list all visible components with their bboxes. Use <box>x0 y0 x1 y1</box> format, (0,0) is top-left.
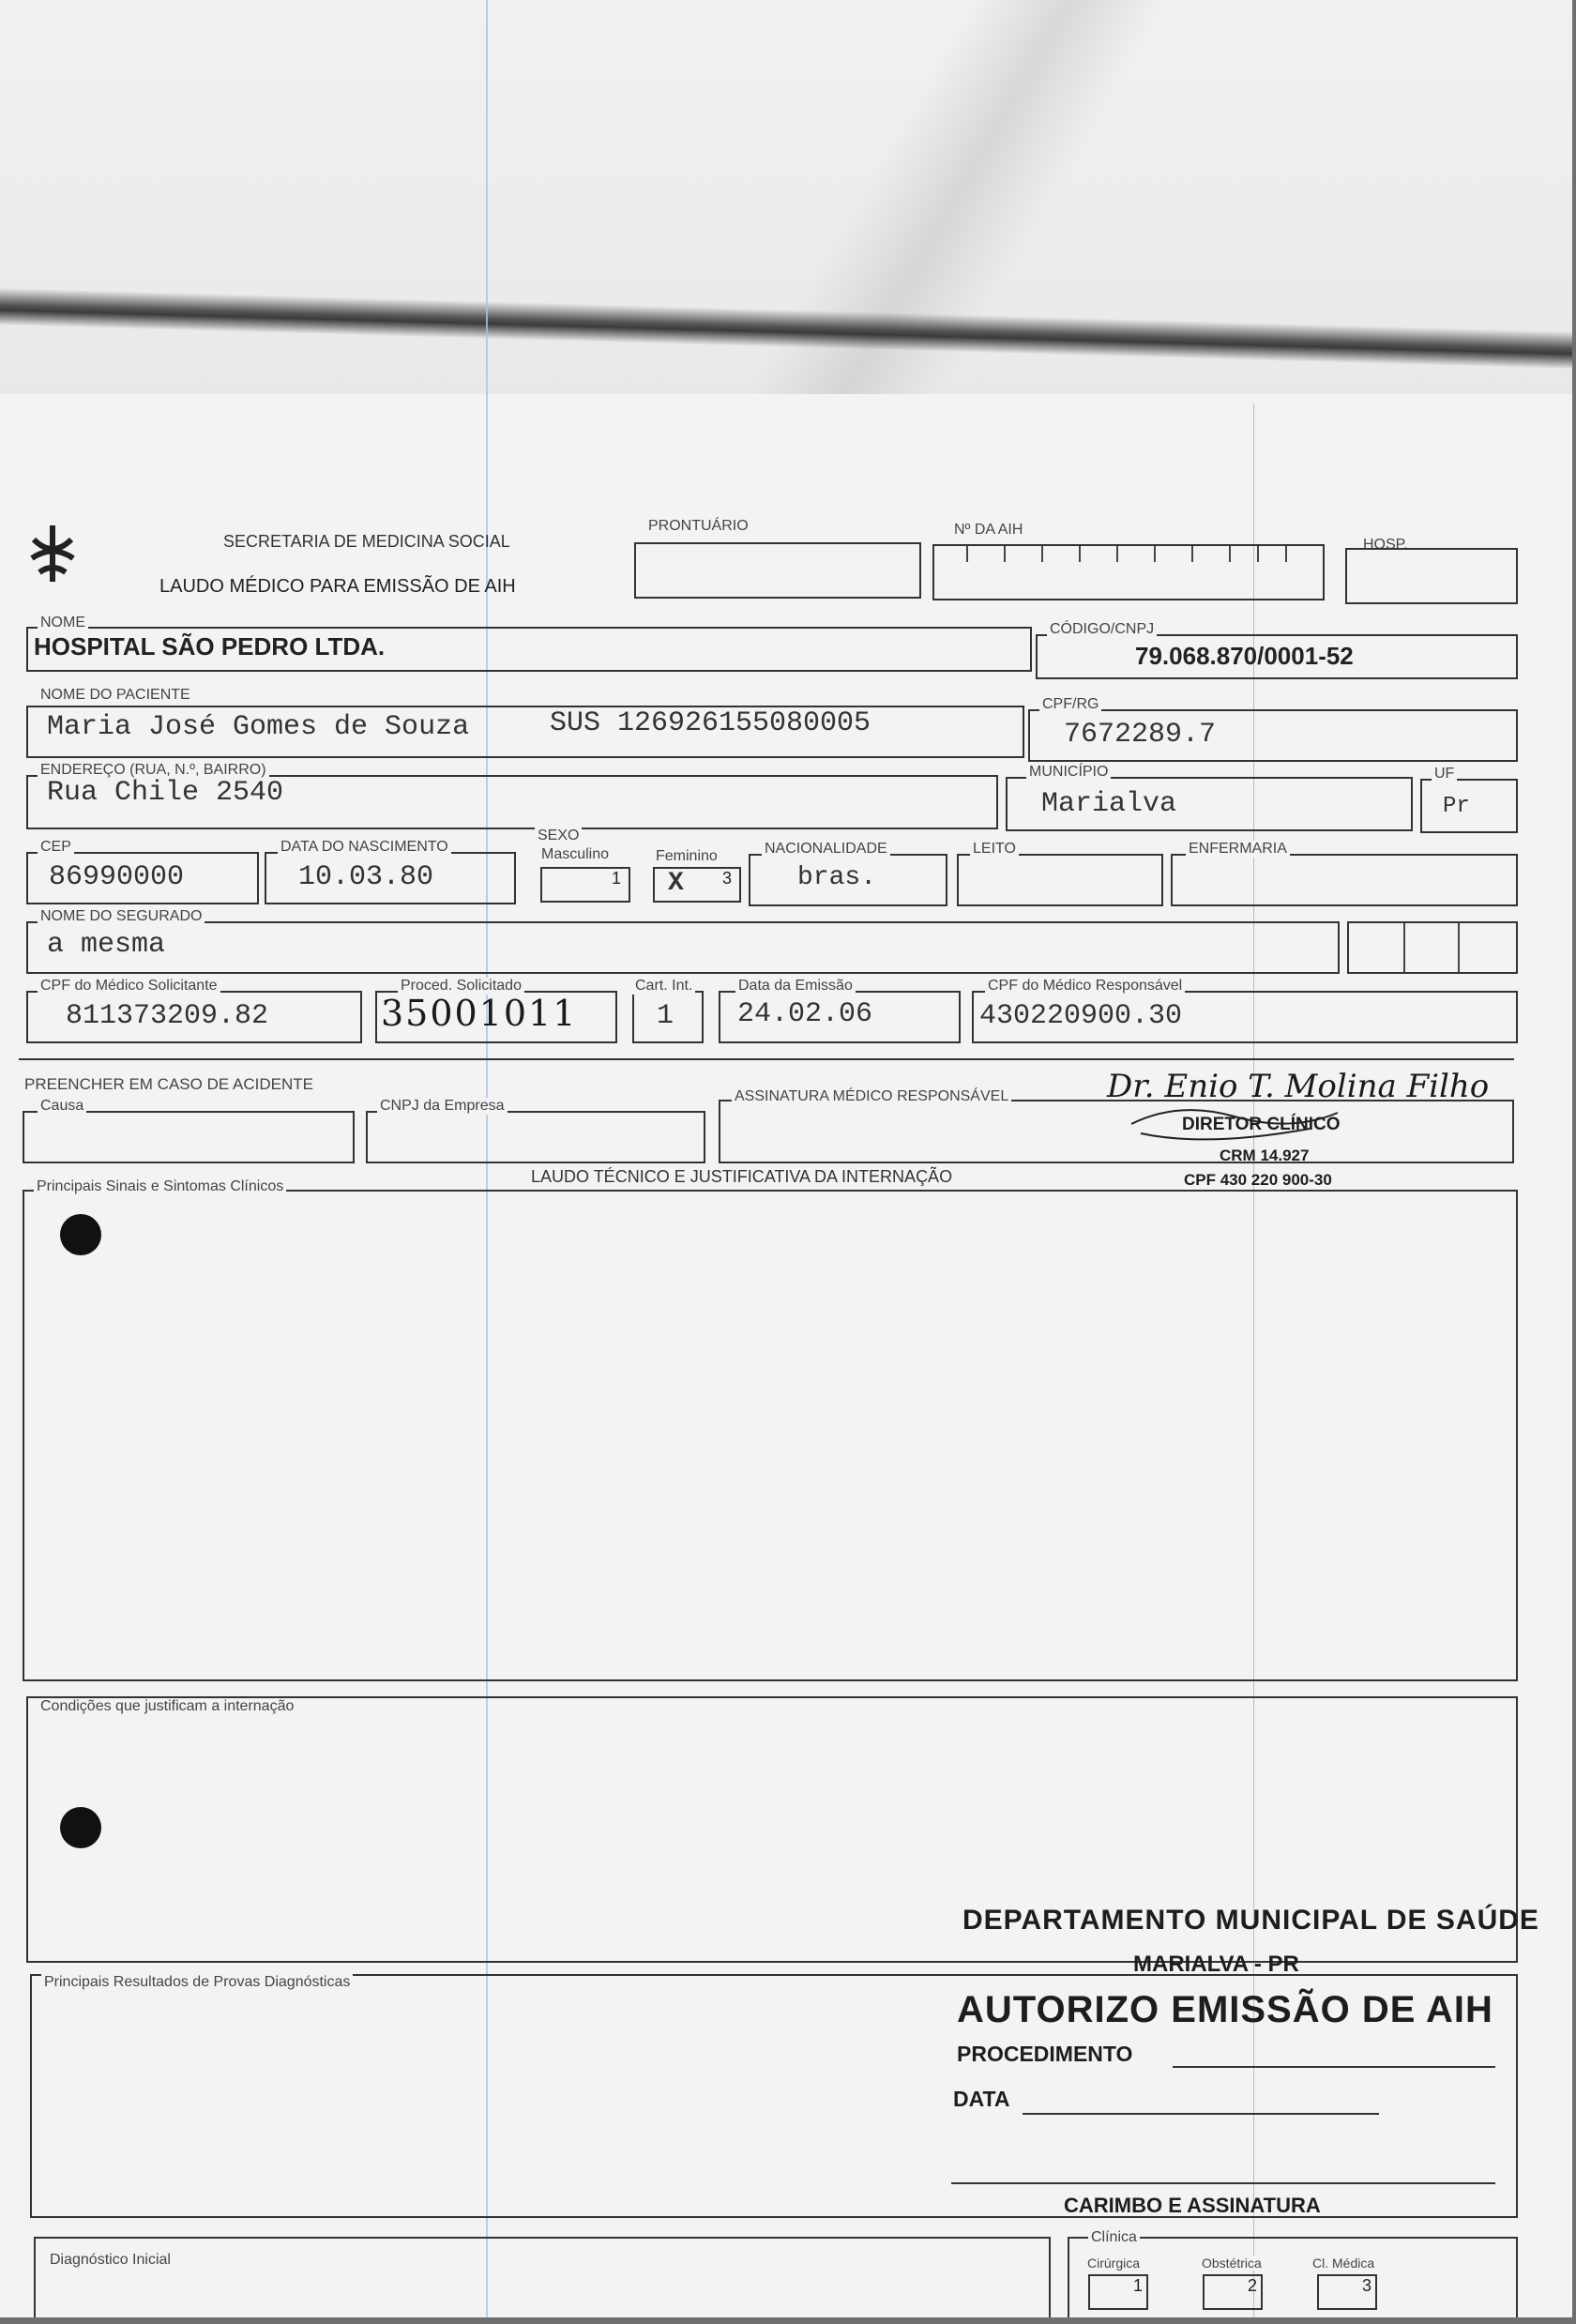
cep-value: 86990000 <box>49 861 185 893</box>
procedimento-label: Proced. Solicitado <box>398 978 524 995</box>
masculino-code: 1 <box>611 869 621 888</box>
nacionalidade-label: NACIONALIDADE <box>762 841 890 858</box>
auth-title: AUTORIZO EMISSÃO DE AIH <box>957 1989 1493 2030</box>
municipio-label: MUNICÍPIO <box>1026 764 1111 781</box>
ministry-logo-icon <box>26 521 79 586</box>
doctor-stamp-name: Dr. Enio T. Molina Filho <box>1107 1068 1490 1105</box>
masculino-label: Masculino <box>538 846 612 863</box>
uf-label: UF <box>1432 766 1457 782</box>
cpf-responsavel-value: 430220900.30 <box>979 1000 1183 1032</box>
binder-hole <box>60 1807 101 1848</box>
feminino-mark: X <box>668 869 684 898</box>
nacionalidade-value: bras. <box>797 863 877 892</box>
birth-date-label: DATA DO NASCIMENTO <box>278 839 451 856</box>
auth-procedimento: PROCEDIMENTO <box>957 2042 1133 2066</box>
hospital-name-value: HOSPITAL SÃO PEDRO LTDA. <box>34 632 386 661</box>
segurado-label: NOME DO SEGURADO <box>38 908 205 925</box>
obstetrica-checkbox[interactable] <box>1203 2274 1263 2310</box>
binder-hole <box>60 1214 101 1255</box>
causa-field[interactable] <box>23 1111 355 1163</box>
signature-scribble-icon <box>1122 1096 1347 1152</box>
cnpj-empresa-field[interactable] <box>366 1111 705 1163</box>
cpf-solicitante-label: CPF do Médico Solicitante <box>38 978 220 995</box>
cnpj-value: 79.068.870/0001-52 <box>1135 642 1354 670</box>
leito-label: LEITO <box>970 841 1019 858</box>
obstetrica-label: Obstétrica <box>1199 2256 1265 2271</box>
patient-sus-value: SUS 126926155080005 <box>550 707 871 739</box>
cnpj-empresa-label: CNPJ da Empresa <box>377 1098 508 1115</box>
cirurgica-checkbox[interactable] <box>1088 2274 1148 2310</box>
form-title: LAUDO MÉDICO PARA EMISSÃO DE AIH <box>159 576 516 597</box>
feminino-code: 3 <box>721 869 732 888</box>
doctor-stamp-cpf: CPF 430 220 900-30 <box>1184 1171 1332 1189</box>
auth-dept: DEPARTAMENTO MUNICIPAL DE SAÚDE <box>962 1905 1539 1936</box>
clinica-label: Clínica <box>1088 2229 1140 2246</box>
hosp-field[interactable] <box>1345 548 1518 604</box>
medica-checkbox[interactable] <box>1317 2274 1377 2310</box>
aih-number-label: Nº DA AIH <box>951 522 1025 539</box>
hospital-name-label: NOME <box>38 615 88 631</box>
segurado-field[interactable] <box>26 921 1340 974</box>
auth-data: DATA <box>953 2087 1010 2111</box>
obstetrica-code: 2 <box>1247 2276 1257 2295</box>
prontuario-field[interactable] <box>634 542 921 599</box>
leito-field[interactable] <box>957 854 1163 906</box>
enfermaria-field[interactable] <box>1171 854 1518 906</box>
birth-date-value: 10.03.80 <box>298 861 434 893</box>
cirurgica-code: 1 <box>1132 2276 1143 2295</box>
feminino-label: Feminino <box>653 848 720 865</box>
cart-int-label: Cart. Int. <box>632 978 695 995</box>
cpf-rg-label: CPF/RG <box>1039 696 1101 713</box>
doctor-stamp-crm: CRM 14.927 <box>1220 1147 1310 1164</box>
cep-label: CEP <box>38 839 74 856</box>
condicoes-label: Condições que justificam a internação <box>38 1698 296 1715</box>
cpf-solicitante-value: 811373209.82 <box>66 1000 269 1032</box>
agency-name: SECRETARIA DE MEDICINA SOCIAL <box>223 532 510 551</box>
address-value: Rua Chile 2540 <box>47 777 284 809</box>
medica-label: Cl. Médica <box>1310 2256 1377 2271</box>
section-divider <box>19 1058 1514 1060</box>
assinatura-label: ASSINATURA MÉDICO RESPONSÁVEL <box>732 1088 1011 1105</box>
assinatura-field[interactable] <box>719 1100 1514 1163</box>
auth-procedimento-line <box>1173 2066 1495 2068</box>
aih-number-field[interactable] <box>932 544 1325 600</box>
cpf-responsavel-label: CPF do Médico Responsável <box>985 978 1185 995</box>
laudo-heading: LAUDO TÉCNICO E JUSTIFICATIVA DA INTERNAÇÃO <box>531 1167 953 1186</box>
address-label: ENDEREÇO (RUA, N.º, BAIRRO) <box>38 762 269 779</box>
sinais-sintomas-field[interactable] <box>23 1190 1518 1681</box>
doctor-stamp-role: DIRETOR CLÍNICO <box>1182 1115 1341 1134</box>
masculino-checkbox[interactable] <box>540 867 630 903</box>
emissao-label: Data da Emissão <box>735 978 856 995</box>
cpf-rg-value: 7672289.7 <box>1064 719 1217 751</box>
auth-city: MARIALVA - PR <box>1133 1952 1299 1977</box>
auth-signature-line <box>951 2182 1495 2184</box>
cart-int-value: 1 <box>657 1000 674 1032</box>
cirurgica-label: Cirúrgica <box>1084 2256 1143 2271</box>
uf-value: Pr <box>1443 794 1470 819</box>
feminino-checkbox[interactable] <box>653 867 741 903</box>
cnpj-label: CÓDIGO/CNPJ <box>1047 621 1157 638</box>
segurado-value: a mesma <box>47 929 166 961</box>
auth-carimbo: CARIMBO E ASSINATURA <box>1064 2194 1321 2217</box>
prontuario-label: PRONTUÁRIO <box>645 518 751 535</box>
auth-data-line <box>1023 2113 1379 2115</box>
procedimento-value: 35001011 <box>381 993 578 1034</box>
diagnostico-field[interactable] <box>34 2237 1051 2317</box>
enfermaria-label: ENFERMARIA <box>1186 841 1290 858</box>
resultados-label: Principais Resultados de Provas Diagnósticas <box>41 1974 353 1991</box>
emissao-value: 24.02.06 <box>737 998 873 1030</box>
sinais-sintomas-label: Principais Sinais e Sintomas Clínicos <box>34 1178 286 1195</box>
medica-code: 3 <box>1361 2276 1371 2295</box>
patient-name-value: Maria José Gomes de Souza <box>47 711 470 743</box>
acidente-heading: PREENCHER EM CASO DE ACIDENTE <box>24 1075 313 1093</box>
diagnostico-label: Diagnóstico Inicial <box>47 2252 174 2269</box>
patient-name-label: NOME DO PACIENTE <box>38 687 193 704</box>
municipio-value: Marialva <box>1041 788 1177 820</box>
hosp-label: HOSP. <box>1360 537 1411 554</box>
causa-label: Causa <box>38 1098 86 1115</box>
sexo-label: SEXO <box>535 828 582 844</box>
segurado-code-field[interactable] <box>1347 921 1518 974</box>
